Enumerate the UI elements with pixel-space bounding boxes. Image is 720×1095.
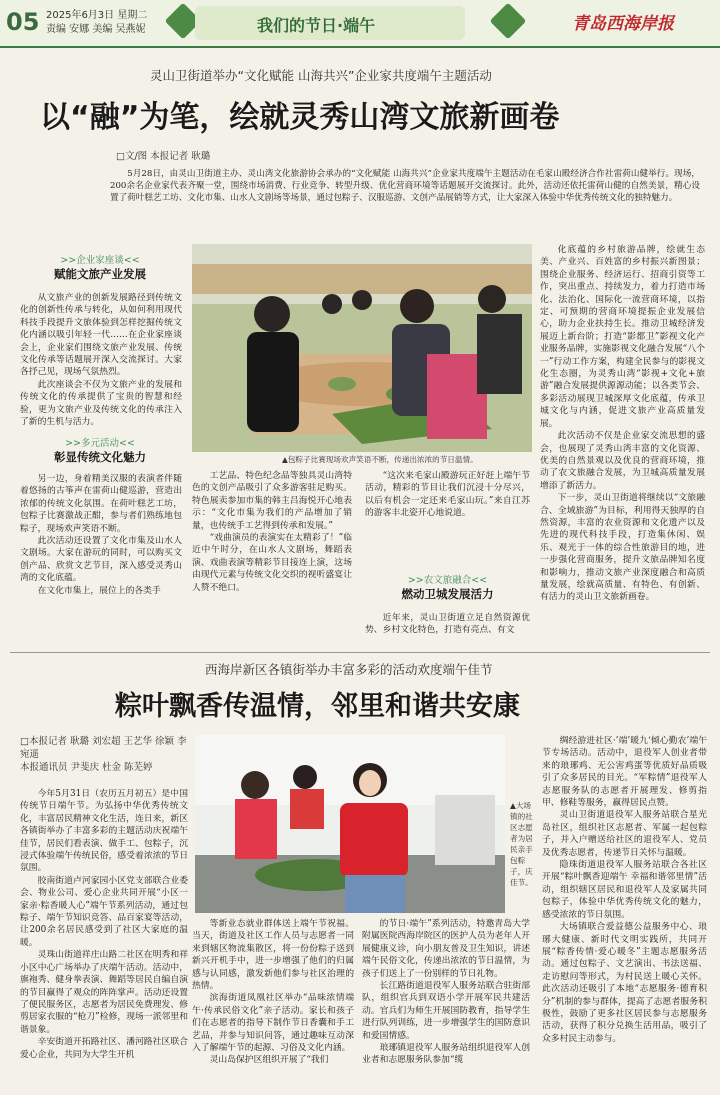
photo2-caption: ▲大场镇的社区志愿者为居民亲手包粽子，庆佳节。 [510, 801, 533, 887]
article-divider [10, 652, 710, 653]
article1-lead: 5月28日，由灵山卫街道主办、灵山湾文化旅游协会承办的“文化赋能 山海共兴”企业家共度端午主题活动在毛家山殿经济合作社雷荷山健举行。现场，200余名企业家代表齐聚一堂，围绕市场消费、行业竞争、转型升级、优化营商环境等话题展开交流探讨。此外，活动还依托雷荷山健的自然美景，精心设置了荷叶糕艺工坊、文化市集、山水人文剧场等场景，通过包粽子、汉服巡游、文创产品展销等方式，让大家深入体验中华优秀传统文化的独特魅力。 [110, 169, 700, 203]
paragraph: 等新业态就业群体送上端午节祝福。当天，街道及社区工作人员与志愿者一同来到辖区物流集散区，将一份份粽子送到新兴开机手中，进一步增强了他们的归属感与认同感，激发新他们参与社区治理的热情。 [192, 919, 354, 992]
section-line: 责编 安娜 美编 吴燕妮 [46, 24, 146, 35]
paragraph: 今年5月31日（农历五月初五）是中国传统节日端午节。为弘扬中华优秀传统文化，丰富居民精神文化生活，连日来，新区各镇街举办了丰富多彩的主题活动庆祝端午佳节，居民们看表演、做手工、包粽子，沉浸式体验端午传统民俗，感受着浓浓的节日氛围。 [20, 789, 188, 874]
article1-column-3a [365, 470, 530, 570]
paragraph: 化底蕴的乡村旅游品牌，绘就生态美、产业兴、百姓富的乡村振兴新图景；围绕企业服务、经济运行、招商引资等工作，突出重点、持续发力，着力打造市场化、法治化、国际化一流营商环境，以指定、可预期的营商环境提振企业发展信心，助力企业扶持生长。推动卫城经济发展迈上新台阶；打造“影都卫”影视文化产业服务品牌，实施影视文化融合发展“八个一”行动工作方案，构建全民参与的影视文化生态圈，为灵秀山湾“影视+文化+旅游”融合发展提供源源动能；以各类节会、多彩活动展现卫城深厚文化底蕴，传承卫城文化与内涵，促进文旅产业高质量发展。 [540, 245, 705, 429]
paragraph: 灵山岛保护区组织开展了“我们 [209, 1055, 329, 1066]
banner-title: 我们的节日·端午 [257, 16, 376, 35]
paragraph: 隐珠街道退役军人服务站联合各社区开展“粽叶飘香迎端午 幸福和谐邻里情”活动，组织辖区居民和退役军人及家属共同包粽子，体验中华优秀传统文化的魅力，感受浓浓的节日氛围。 [542, 860, 707, 920]
section-title: 彰显传统文化魅力 [54, 450, 146, 464]
article1-column-3b [365, 612, 530, 646]
header-meta [46, 9, 147, 37]
paragraph: 下一步，灵山卫街道将继续以“文旅融合、全域旅游”为目标，利用得天独厚的自然资源，丰富的农业资源和文化遗产以及先进的现代科技手段，打造集休闲、娱乐、观光于一体的综合性旅游目的地，进一步强化营商服务，提升文旅品牌知名度和影响力，推动文旅产业深度融合和高质量发展，绘就高质量、有特色、有创新、有活力的灵山卫文旅新画卷。 [540, 493, 705, 603]
paragraph: 此次活动还设置了文化市集及山水人文剧场。大家在游玩的同时，可以购买文创产品、欣赏文艺节目，深入感受灵秀山湾的文化底蕴。 [20, 536, 182, 584]
paragraph: 此次活动不仅是企业家交流思想的盛会，也展现了灵秀山湾丰富的文化资源、优美的自然景观以及优良的营商环境，推动了农文旅融合发展，为卫城高质量发展增添了新活力。 [540, 431, 705, 491]
paragraph: “这次来毛家山殿游玩正好赶上端午节活动，精彩的节目让我们沉浸十分尽兴，以后有机会一定还来毛家山玩。”来自江苏的游客丰北姿开心地说道。 [365, 471, 530, 519]
article2-byline [20, 735, 188, 774]
article2-column-3 [362, 918, 530, 1090]
section-heading-3 [365, 572, 530, 602]
section-kicker: >>多元活动<< [65, 438, 135, 449]
paragraph: 近年来，灵山卫街道立足自然资源优势、乡村文化特色，打造有亮点、有文 [365, 613, 530, 636]
article2-column-4 [542, 735, 707, 1090]
article1-kicker: 灵山卫街道举办“文化赋能 山海共兴”企业家共度端午主题活动 [150, 68, 492, 83]
banner [195, 6, 465, 40]
article1-column-4 [540, 244, 705, 646]
paragraph: 琅琊镇退役军人服务站组织退役军人创业者和志愿服务队参加“缆 [362, 1043, 530, 1066]
paragraph: 工艺品、特色纪念品等独具灵山湾特色的文创产品吸引了众多游客驻足购买。特色展卖参加市集的韩主吕海悦开心地表示：“文化市集为我们的产品增加了销量，也传统手工艺得到传承和发展。” [192, 471, 352, 531]
article2-column-2 [192, 918, 354, 1090]
paragraph: 灵山卫街道退役军人服务站联合星光岛社区，组织社区志愿者、军属一起包粽子，并入户赠送给社区的退役军人、党员及优秀志愿者，传递节日关怀与温暖。 [542, 810, 707, 858]
photo1-caption: ▲包粽子比赛现场欢声笑语不断，传递出浓浓的节日温情。 [282, 455, 478, 464]
paragraph: 在文化市集上，展位上的各类手 [37, 585, 161, 596]
section-title: 燃动卫城发展活力 [401, 587, 494, 601]
paper-logo: 青岛西海岸报 [572, 14, 674, 34]
paragraph: 滨海街道凤凰社区举办“品味浓情端午·传承民俗文化”亲子活动。家长和孩子们在志愿者的指导下制作节日香囊和手工艺品，并参与知识问答，通过趣味互动深入了解端午节的起源、习俗及文化内涵。 [192, 993, 354, 1054]
photo-illustration [195, 735, 505, 913]
article1-headline: 以“融”为笔，绘就灵秀山湾文旅新画卷 [40, 100, 560, 135]
byline-correspondents: 本报通讯员 尹斐庆 杜金 陈芜婷 [20, 762, 153, 773]
section-heading-1 [20, 252, 180, 282]
article1-byline: □文/图 本报记者 耿璐 [116, 151, 211, 162]
paragraph: “戏曲演员的表演实在太精彩了！”临近中午时分，在山水人文剧场，舞蹈表演、戏曲表演等精彩节目接连上演，这场由现代元素与传统文化交织的视听盛宴让人赞不绝口。 [192, 533, 352, 593]
dumpling-contest-photo [192, 244, 532, 452]
paragraph: 长江路街道退役军人服务站联合驻街部队，组织官兵到双语小学开展军民共建活动。官兵们为师生开展国防教育，指导学生进行队列训练，进一步增强学生的国防意识和爱国情感。 [362, 981, 530, 1041]
section-heading-2 [20, 435, 180, 465]
page-number: 05 [6, 8, 40, 36]
section-kicker: >>企业家座谈<< [60, 255, 140, 266]
zongzi-right-icon [490, 3, 527, 40]
paragraph: 此次座谈会不仅为文旅产业的发展和传统文化的传承提供了宝贵的智慧和经验，更为文旅产业及传统文化的传承注入了新的生机与活力。 [20, 379, 182, 428]
paragraph: 胶南街道卢河家园小区党支部联合业委会、物业公司、爱心企业共同开展“小区一家亲·粽香暖人心”端午节系列活动，通过包粽子、端午节知识竞答、品百家宴等活动，让200余名居民感受到了社区大家庭的温暖。 [20, 875, 188, 948]
article2-kicker: 西海岸新区各镇街举办丰富多彩的活动欢度端午佳节 [205, 662, 493, 677]
paragraph: 绸经游进社区·’端’暖九‘倾心勤农’端午节专场活动。活动中，退役军人创业者带来的琅琊鸡、无公害鸡蛋等优质好品质吸引了众多居民的目光。“军粽情”退役军人志愿服务队的志愿者开展理发、修剪指甲、修鞋等服务，赢得居民点赞。 [542, 736, 707, 809]
section-kicker: >>农文旅融合<< [407, 575, 488, 586]
paragraph: 从文旅产业的创新发展路径到传统文化的创新性传承与转化，从如何利用现代科技手段提升文旅体验到怎样挖掘传统文化内涵以吸引年轻一代……在企业家座谈会上，企业家们围绕文旅产业发展、传统文化传承等话题展开深入交流探讨。大家各抒己见，现场气氛热烈。 [20, 293, 182, 378]
article2-column-1 [20, 788, 188, 1088]
paragraph: 辛安街道开拓路社区、潘河路社区联合爱心企业，共同为大学生开机 [20, 1037, 188, 1060]
paragraph: 的节日·端午”系列活动，特邀青岛大学附属医院西海岸院区的医护人员为老年人开展健康义诊，向小朋友普及卫生知识，讲述端午民俗文化，传递出浓浓的节日温情，为孩子们送上了一份别样的节日礼物。 [362, 919, 530, 979]
page-header [0, 0, 720, 48]
section-title: 赋能文旅产业发展 [54, 267, 146, 281]
paragraph: 另一边，身着精美汉服的表演者伴随着悠扬的古筝声在雷荷山健巡游，营造出浓郁的传统文化氛围。在荷叶糕艺工坊，包粽子比赛激战正酣，参与者们熟练地包粽子，现场欢声笑语不断。 [20, 474, 182, 534]
article1-column-2 [192, 470, 352, 645]
paragraph: 大场镇联合爱益德公益服务中心、琅琊大健康、新时代文明实践所，共同开展“粽香传情·爱心暖冬”主题志愿服务活动。通过包粽子、文艺演出、书法送福、走访慰问等形式，为村民送上暖心关怀。此次活动还吸引了本地“志愿服务·德育积分”机制的参与群体，提高了志愿者服务积极性，鼓励了更多社区居民参与志愿服务活动，获得了积分兑换生活用品，吸引了众多村民主动参与。 [542, 922, 707, 1044]
community-volunteers-photo [195, 735, 505, 913]
paragraph: 灵珠山街道祥庄山路二社区在明秀和祥小区中心广场举办了庆端午活动。活动中，旗袍秀、健身拳表演、舞蹈等居民自编自演的节目赢得了观众的阵阵掌声。活动还设置了便民服务区，志愿者为居民免费理发、修剪居家衣服的“枪刀”检修，现场一派邻里和谐景象。 [20, 950, 188, 1035]
photo-illustration [192, 244, 532, 452]
article1-column-1a [20, 292, 182, 437]
byline-reporters: □本报记者 耿璐 刘宏超 王艺华 徐颖 李宛遥 [20, 736, 187, 760]
article2-headline: 粽叶飘香传温情，邻里和谐共安康 [115, 691, 520, 722]
article1-column-1b [20, 473, 182, 643]
date-line: 2025年6月3日 星期二 [46, 10, 148, 21]
